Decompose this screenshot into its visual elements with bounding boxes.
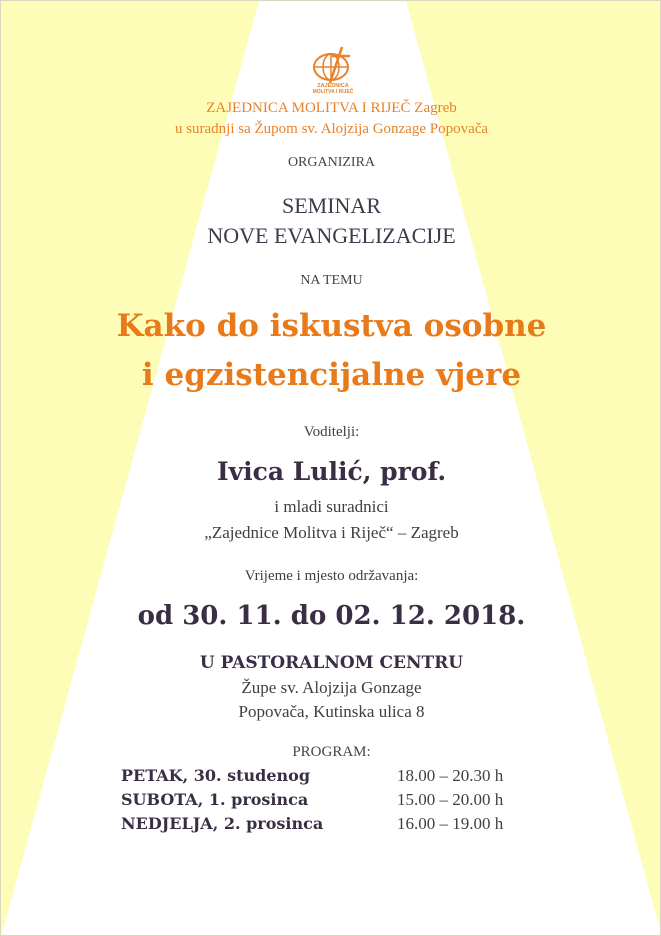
- when-where-label: Vrijeme i mjesto održavanja:: [244, 568, 419, 584]
- seminar-title-line-2: NOVE EVANGELIZACIJE: [207, 223, 456, 248]
- program-day: PETAK, 30. studenog: [121, 766, 311, 785]
- program-time: 18.00 – 20.30 h: [397, 766, 504, 785]
- program-label: PROGRAM:: [292, 744, 371, 760]
- venue-line-1: Župe sv. Alojzija Gonzage: [241, 678, 422, 697]
- topic-line-2: i egzistencijalne vjere: [141, 357, 522, 393]
- zajednica-molitva-i-rijec-logo-icon: [307, 45, 359, 95]
- event-dates: od 30. 11. do 02. 12. 2018.: [137, 601, 526, 631]
- program-time: 15.00 – 20.00 h: [397, 790, 504, 809]
- seminar-title-line-1: SEMINAR: [281, 193, 381, 218]
- program-row: [121, 814, 561, 838]
- logo-line-2: MOLITVA I RIJEČ: [312, 89, 354, 95]
- organizira-label: ORGANIZIRA: [287, 155, 376, 170]
- program-row: [121, 766, 561, 790]
- program-row: [121, 790, 561, 814]
- program-day: SUBOTA, 1. prosinca: [121, 790, 309, 809]
- leaders-sub-line-2: „Zajednice Molitva i Riječ“ – Zagreb: [204, 523, 459, 542]
- organizer-line: ZAJEDNICA MOLITVA I RIJEČ Zagreb: [206, 100, 457, 116]
- logo-line-1: ZAJEDNICA: [317, 83, 349, 89]
- program-time: 16.00 – 19.00 h: [397, 814, 504, 833]
- leader-name: Ivica Lulić, prof.: [216, 457, 447, 486]
- venue-line-2: Popovača, Kutinska ulica 8: [238, 702, 425, 721]
- poster-content: [1, 1, 661, 936]
- program-day: NEDJELJA, 2. prosinca: [121, 814, 324, 833]
- leaders-label: Voditelji:: [303, 424, 360, 440]
- leaders-sub-line-1: i mladi suradnici: [274, 497, 389, 516]
- topic-line-1: Kako do iskustva osobne: [116, 308, 547, 344]
- partner-line: u suradnji sa Župom sv. Alojzija Gonzage Popovača: [174, 121, 489, 137]
- na-temu-label: NA TEMU: [300, 273, 363, 288]
- venue-title: U PASTORALNOM CENTRU: [199, 653, 464, 673]
